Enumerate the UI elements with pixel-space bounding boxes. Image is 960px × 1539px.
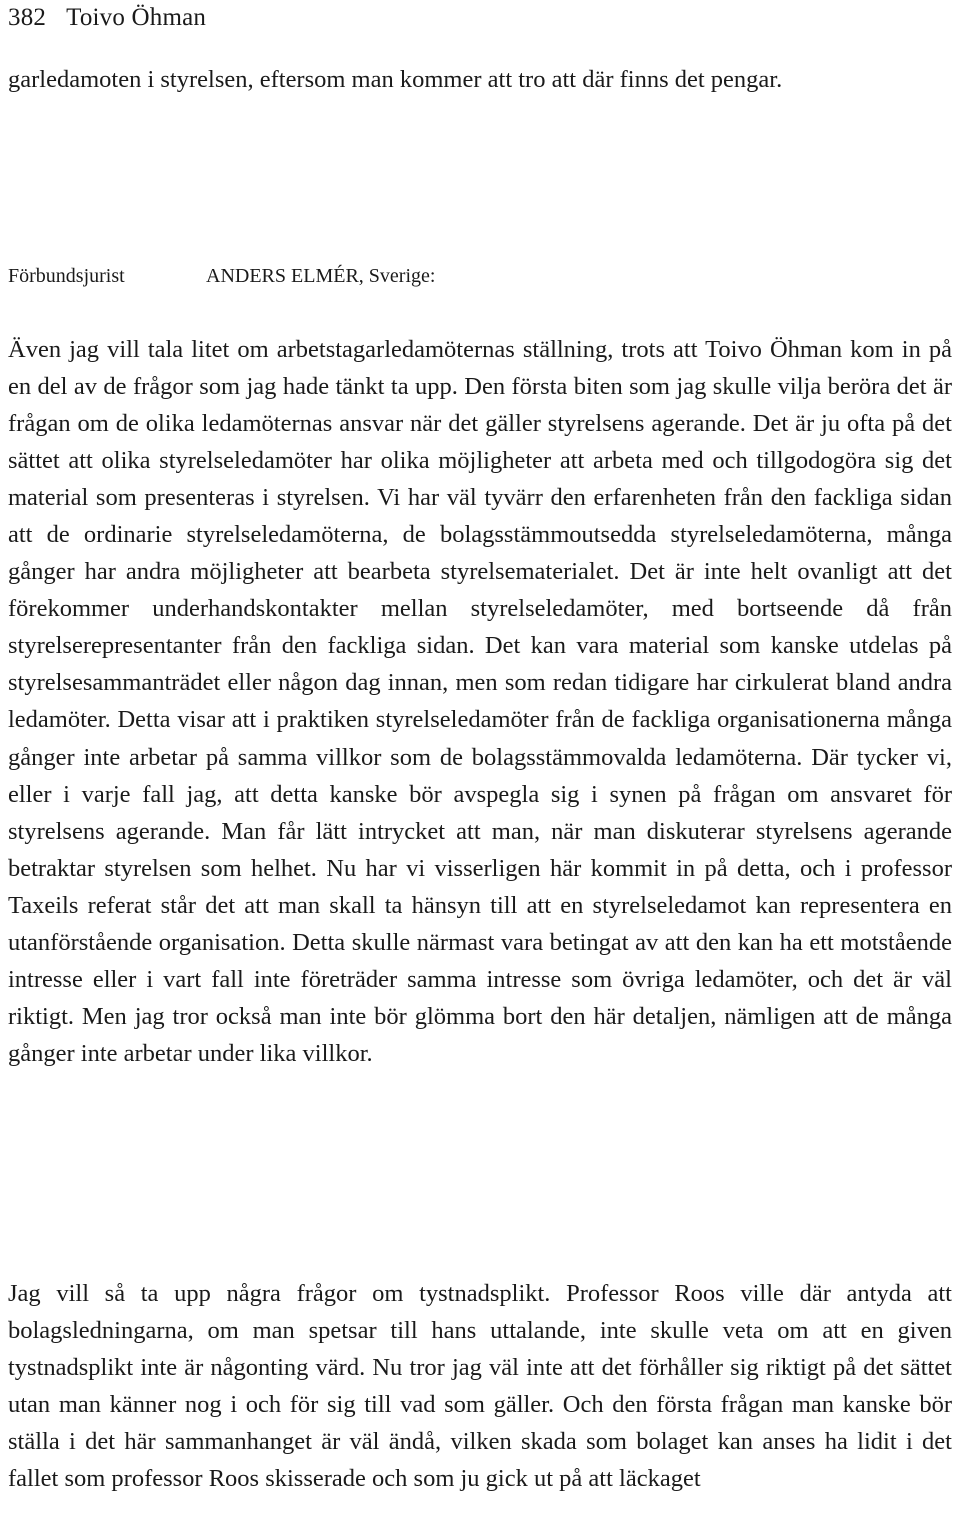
body-paragraph: Även jag vill tala litet om arbetstagarledamöternas ställning, trots att Toivo Öhman kom in på en del av de frågor som jag hade tänkt ta upp. Den första biten som jag skulle vilja beröra det är frågan om de olika ledamöternas ansvar när det gäller styrelsens agerande. Det är ju ofta på det sättet att olika styrelseledamöter har olika möjligheter att arbeta med och tillgodogöra sig det material som presenteras i styrelsen. Vi har väl tyvärr den erfarenheten från den fackliga sidan att de ordinarie styrelseledamöterna, de bolagsstämmoutsedda styrelseledamöterna, många gånger har andra möjligheter att bearbeta styrelsematerialet. Det är inte helt ovanligt att det förekommer underhandskontakter mellan styrelseledamöter, med bortseende då från styrelserepresentanter från den fackliga sidan. Det kan vara material som kanske utdelas på styrelsesammanträdet eller någon dag innan, men som redan tidigare har cirkulerat bland andra ledamöter. Detta visar att i praktiken styrelseledamöter från de fackliga organisationerna många gånger inte arbetar på samma villkor som de bolagsstämmovalda ledamöterna. Där tycker vi, eller i varje fall jag, att detta kanske bör avspegla sig i synen på frågan om ansvaret för styrelsens agerande. Man får lätt intrycket att man, när man diskuterar styrelsens agerande betraktar styrelsen som helhet. Nu har vi visserligen här kommit in på detta, och i professor Taxeils referat står det att man skall ta hänsyn till att en styrelseledamot kan representera en utanförstående organisation. Detta skulle närmast vara betingat av att den kan ha ett motstående intresse eller i vart fall inte företräder samma intresse som övriga ledamöter, och det är väl riktigt. Men jag tror också man inte bör glömma bort den här detaljen, nämligen att de många gånger inte arbetar under lika villkor. bbox=[8, 336, 952, 1067]
speaker-role: Förbundsjurist bbox=[8, 265, 125, 287]
running-header bbox=[8, 2, 206, 34]
speaker-name: ANDERS ELMÉR bbox=[206, 265, 359, 287]
author-name: Toivo Öhman bbox=[66, 4, 207, 31]
page-number: 382 bbox=[8, 4, 47, 31]
speaker-country: , Sverige: bbox=[358, 265, 436, 287]
continuation-paragraph: garledamoten i styrelsen, eftersom man kommer att tro att där finns det pengar. bbox=[8, 66, 783, 93]
body-paragraph-closing: Jag vill så ta upp några frågor om tystnadsplikt. Professor Roos ville där antyda att bolagsledningarna, om man spetsar till hans uttalande, inte skulle veta om att en given tystnadsplikt inte är någonting värd. Nu tror jag väl inte att det förhåller sig riktigt på det sättet utan man känner nog i och för sig till vad som gäller. Och den första frågan man kanske bör ställa i det här sammanhanget är väl ändå, vilken skada som bolaget kan anses ha lidit i det fallet som professor Roos skisserade och som ju gick ut på att läckaget bbox=[8, 1280, 952, 1493]
speaker-heading bbox=[8, 258, 435, 294]
